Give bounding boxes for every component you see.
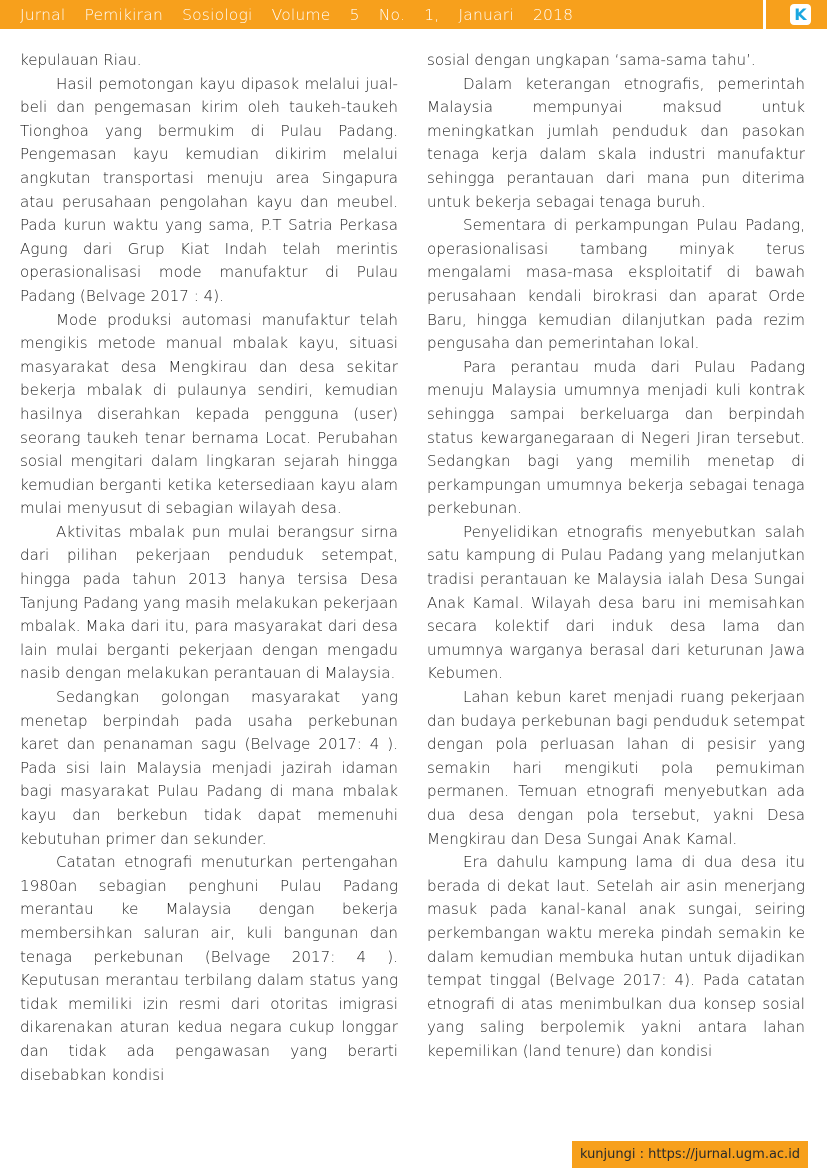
journal-logo-icon: K	[790, 4, 811, 25]
left-text-column	[20, 49, 398, 1087]
paragraph: Sementara di perkampungan Pulau Padang, operasionalisasi tambang minyak terus mengalami masa-masa eksploitatif di bawah perusahaan kendali birokrasi dan aparat Orde Baru, hingga kemudian dilanjutkan pada rezim pengusaha dan pemerintahan lokal.	[427, 216, 805, 353]
right-text-column	[427, 49, 805, 1064]
journal-header-title: Jurnal Pemikiran Sosiologi Volume 5 No. 1, Januari 2018	[20, 5, 574, 24]
paragraph: Sedangkan golongan masyarakat yang menetap berpindah pada usaha perkebunan karet dan penanaman sagu (Belvage 2017: 4 ). Pada sisi lain Malaysia menjadi jazirah idaman bagi masyarakat Pulau Padang di mana mbalak kayu dan berkebun tidak dapat memenuhi kebutuhan primer dan sekunder.	[20, 688, 398, 848]
footer-visit-link[interactable]: kunjungi : https://jurnal.ugm.ac.id	[579, 1147, 801, 1162]
paragraph: Para perantau muda dari Pulau Padang menuju Malaysia umumnya menjadi kuli kontrak sehingga sampai berkeluarga dan berpindah status kewarganegaraan di Negeri Jiran tersebut. Sedangkan bagi yang memilih menetap di perkampungan umumnya bekerja sebagai tenaga perkebunan.	[427, 357, 805, 518]
paragraph: Era dahulu kampung lama di dua desa itu berada di dekat laut. Setelah air asin menerjang masuk pada kanal-kanal anak sungai, seiring perkembangan waktu mereka pindah semakin ke dalam kemudian membuka hutan untuk dijadikan tempat tinggal (Belvage 2017: 4). Pada catatan etnografi di atas menimbulkan dua konsep sosial yang saling berpolemik yakni antara lahan kepemilikan (land tenure) dan kondisi	[427, 853, 805, 1060]
paragraph: Lahan kebun karet menjadi ruang pekerjaan dan budaya perkebunan bagi penduduk setempat dengan pola perluasan lahan di pesisir yang semakin hari mengikuti pola pemukiman permanen. Temuan etnografi menyebutkan ada dua desa dengan pola tersebut, yakni Desa Mengkirau dan Desa Sungai Anak Kamal.	[427, 688, 805, 848]
paragraph: sosial dengan ungkapan ‘sama-sama tahu’.	[427, 51, 756, 69]
paragraph: kepulauan Riau.	[20, 51, 142, 69]
paragraph: Mode produksi automasi manufaktur telah mengikis metode manual mbalak kayu, situasi masyarakat desa Mengkirau dan desa sekitar bekerja mbalak di pulaunya sendiri, kemudian hasilnya diserahkan kepada pengguna (user) seorang taukeh tenar bernama Locat. Perubahan sosial mengitari dalam lingkaran sejarah hingga kemudian berganti ketika ketersediaan kayu alam mulai menyusut di sebagian wilayah desa.	[20, 310, 398, 518]
journal-header-bar	[0, 0, 763, 29]
paragraph: Hasil pemotongan kayu dipasok melalui jual-beli dan pengemasan kirim oleh taukeh-taukeh Tionghoa yang bermukim di Pulau Padang. Pengemasan kayu kemudian dikirim melalui angkutan transportasi menuju area Singapura atau perusahaan pengolahan kayu dan meubel. Pada kurun waktu yang sama, P.T Satria Perkasa Agung dari Grup Kiat Indah telah merintis operasionalisasi mode manufaktur di Pulau Padang (Belvage 2017 : 4).	[20, 74, 398, 305]
journal-logo-box	[766, 0, 827, 29]
paragraph: Penyelidikan etnografis menyebutkan salah satu kampung di Pulau Padang yang melanjutkan tradisi perantauan ke Malaysia ialah Desa Sungai Anak Kamal. Wilayah desa baru ini memisahkan secara kolektif dari induk desa lama dan umumnya warganya berasal dari keturunan Jawa Kebumen.	[427, 522, 805, 683]
footer-visit-banner	[572, 1141, 808, 1168]
paragraph: Dalam keterangan etnografis, pemerintah Malaysia mempunyai maksud untuk meningkatkan jumlah penduduk dan pasokan tenaga kerja dalam skala industri manufaktur sehingga perantauan dari mana pun diterima untuk bekerja sebagai tenaga buruh.	[427, 74, 805, 211]
paragraph: Aktivitas mbalak pun mulai berangsur sirna dari pilihan pekerjaan penduduk setempat, hingga pada tahun 2013 hanya tersisa Desa Tanjung Padang yang masih melakukan pekerjaan mbalak. Maka dari itu, para masyarakat dari desa lain mulai berganti pekerjaan dengan mengadu nasib dengan melakukan perantauan di Malaysia.	[20, 522, 398, 683]
paragraph: Catatan etnografi menuturkan pertengahan 1980an sebagian penghuni Pulau Padang merantau ke Malaysia dengan bekerja membersihkan saluran air, kuli bangunan dan tenaga perkebunan (Belvage 2017: 4 ). Keputusan merantau terbilang dalam status yang tidak memiliki izin resmi dari otoritas imigrasi dikarenakan aturan kedua negara cukup longgar dan tidak ada pengawasan yang berarti disebabkan kondisi	[20, 853, 398, 1084]
